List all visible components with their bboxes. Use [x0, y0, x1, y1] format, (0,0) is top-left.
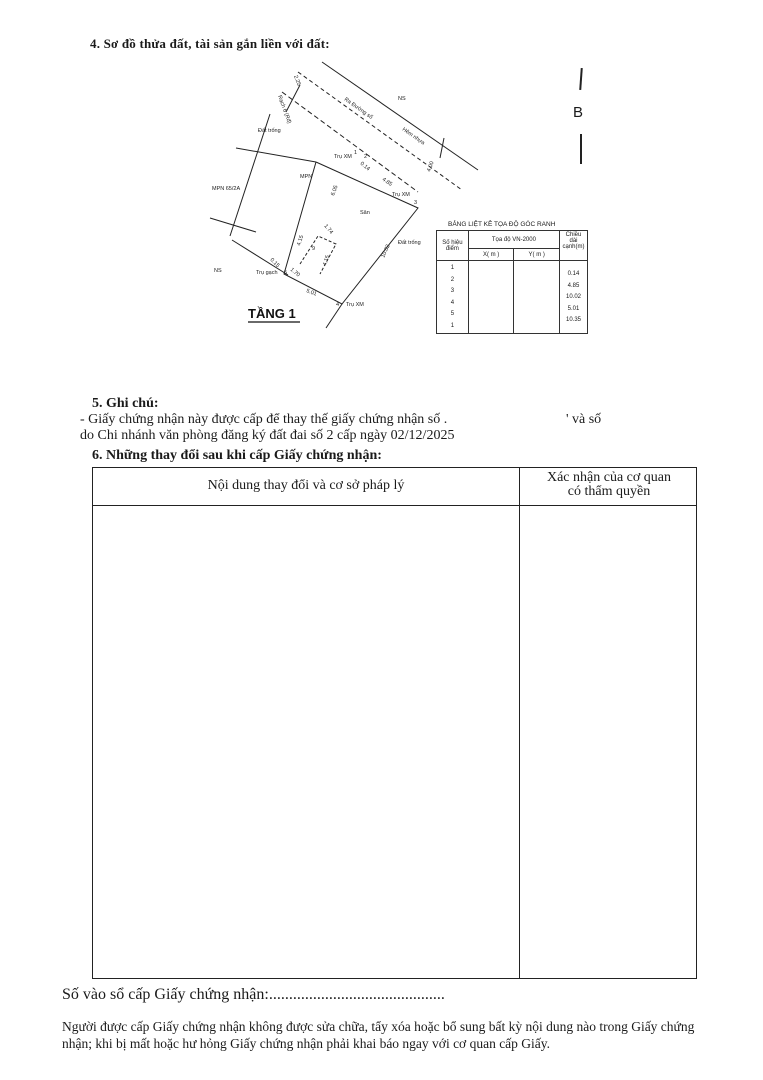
- north-arrow-bottom-icon: [580, 134, 582, 164]
- dim-014-label: 0.14: [358, 160, 371, 173]
- alley-label: Hẻm nhựa: [400, 126, 426, 147]
- coord-points-cell: [437, 261, 469, 334]
- point-1-label: 1: [354, 150, 358, 156]
- dim-485-label: 4.85: [380, 176, 394, 188]
- post-brick-label: Trụ gạch: [256, 270, 278, 276]
- point-4-label: 4: [336, 302, 340, 308]
- plot-boundary: [284, 162, 418, 304]
- post1-label: Trụ XM: [334, 154, 352, 160]
- rach-line: [286, 85, 300, 112]
- coord-lengths-cell: [560, 261, 588, 334]
- coord-point: 4: [450, 299, 455, 306]
- coord-length: 5.01: [567, 305, 580, 312]
- coord-point: 3: [450, 288, 455, 294]
- note-line-1-tail: ' và số: [566, 412, 602, 427]
- empty-left-label: Đất trống: [258, 128, 281, 134]
- point-5-label: 5: [284, 270, 288, 276]
- coord-table: [436, 230, 588, 334]
- point-9-label: 9: [312, 246, 316, 252]
- coord-length: 10.02: [565, 294, 581, 300]
- coord-length: 10.35: [565, 317, 581, 323]
- dim-415a-label: 4.15: [296, 234, 306, 247]
- empty-right-label: Đất trống: [398, 240, 421, 246]
- alley-tick-line: [440, 138, 444, 158]
- changes-table: [92, 467, 697, 979]
- dim-501-label: 5.01: [305, 288, 318, 298]
- south-tail-line: [326, 304, 342, 328]
- coord-table-title: BẢNG LIỆT KÊ TỌA ĐỘ GÓC RANH: [448, 221, 556, 228]
- alley-width-label: 4.00: [426, 160, 436, 173]
- point-3-label: 3: [414, 200, 418, 206]
- point-2-label: 2: [364, 154, 368, 160]
- coord-point: 5: [450, 311, 455, 317]
- north-label: B: [573, 104, 584, 121]
- dim-015-label: 0.15: [268, 257, 281, 269]
- north-arrow: [568, 62, 592, 172]
- coord-length: 0.14: [567, 271, 580, 277]
- mpn-line: [210, 218, 256, 232]
- dim-415b-label: 4.15: [322, 254, 332, 267]
- changes-col1-header: Nội dung thay đổi và cơ sở pháp lý: [207, 478, 405, 493]
- coord-y-cell: [514, 261, 560, 334]
- changes-col2-header-line2: có thẩm quyền: [567, 484, 651, 499]
- changes-col2-header: [521, 471, 697, 499]
- changes-header-divider: [93, 505, 696, 506]
- dim-605-label: 6.05: [330, 184, 340, 197]
- left-neighbour-line: [236, 148, 316, 162]
- coord-col-x: X( m ): [468, 249, 514, 261]
- section4-title: 4. Sơ đồ thửa đất, tài sản gắn liền với đất:: [90, 36, 330, 51]
- changes-content-column: [93, 468, 520, 978]
- section6-title: 6. Những thay đổi sau khi cấp Giấy chứng nhận:: [92, 448, 382, 463]
- coord-col-y: Y( m ): [514, 249, 560, 261]
- ns-top-label: NS: [398, 96, 406, 102]
- changes-col2-header-line1: Xác nhận của cơ quan: [546, 470, 671, 485]
- coord-point: 1: [450, 322, 455, 329]
- register-number-line: Số vào sổ cấp Giấy chứng nhận:............................................: [62, 986, 445, 1003]
- coord-col-point: Số hiệu điểm: [437, 231, 469, 261]
- north-arrow-top-icon: [579, 68, 583, 90]
- coord-x-cell: [468, 261, 514, 334]
- coord-point: 1: [450, 265, 455, 271]
- rach-label: Rạch 6 (Rđ): [276, 94, 292, 125]
- yard-label: Sân: [360, 210, 370, 216]
- footer-notice: Người được cấp Giấy chứng nhận không được sửa chữa, tẩy xóa hoặc bổ sung bất kỳ nội dung nào trong Giấy chứng nhận; khi bị mất hoặc hư hỏng Giấy chứng nhận phải khai báo ngay với cơ quan cấp Giấy.: [62, 1019, 695, 1051]
- dim-174-label: 1.74: [322, 223, 334, 236]
- dim-225-label: 2.25: [292, 74, 302, 87]
- mpn-left-label: MPN 65/2A: [212, 186, 241, 192]
- coord-col-coord: Tọa độ VN-2000: [468, 231, 559, 249]
- floor-label: TẦNG 1: [248, 306, 296, 321]
- post2-label: Trụ XM: [392, 192, 410, 198]
- inner-structure: [300, 236, 336, 274]
- dim-1002-label: 10.02: [380, 243, 392, 259]
- ns-bottom-label: NS: [214, 268, 222, 274]
- coord-col-length: Chiều dài cạnh(m): [560, 231, 588, 261]
- coord-length: 4.85: [567, 282, 580, 289]
- mpn-inner-label: MPN: [300, 174, 313, 180]
- road-label: Ra Đường số: [342, 96, 374, 121]
- note-line-1: - Giấy chứng nhận này được cấp để thay thế giấy chứng nhận số .: [80, 412, 448, 427]
- coord-point: 2: [450, 276, 455, 283]
- road-center-line: [298, 72, 462, 190]
- section5-title: 5. Ghi chú:: [92, 396, 159, 411]
- note-line-2: do Chi nhánh văn phòng đăng ký đất đai số 2 cấp ngày 02/12/2025: [80, 428, 455, 443]
- dim-170-label: 1.70: [288, 266, 301, 279]
- post3-label: Trụ XM: [346, 302, 364, 308]
